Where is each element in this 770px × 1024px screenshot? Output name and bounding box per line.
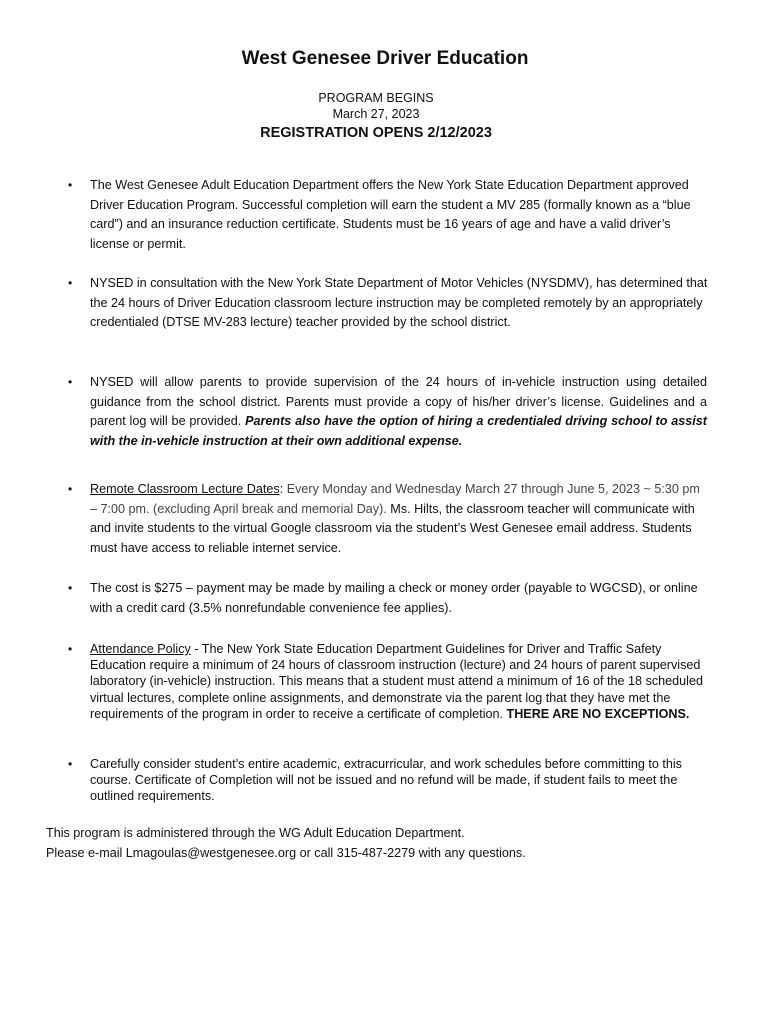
bullet-cost — [90, 579, 710, 618]
footer-line-contact: Please e-mail Lmagoulas@westgenesee.org or call 315-487-2279 with any questions. — [46, 846, 526, 860]
bullet-lecture-dates — [90, 480, 710, 558]
program-begins-block — [0, 90, 752, 122]
bullet-remote-lecture — [90, 274, 710, 333]
bullet-text: NYSED in consultation with the New York State Department of Motor Vehicles (NYSDMV), has determined that the 24 hours of Driver Education classroom lecture instruction may be completed remotely by an appropriately credentialed (DTSE MV-283 lecture) teacher provided by the school district. — [90, 276, 708, 330]
program-begins-label: PROGRAM BEGINS — [318, 91, 434, 105]
bullet-text: Carefully consider student’s entire academic, extracurricular, and work schedules before committing to this course. Certificate of Completion will not be issued and no refund will be made, if student fails to meet the outlined requirements. — [90, 757, 682, 804]
bullet-attendance-policy — [90, 641, 710, 722]
bullet-program-overview — [90, 176, 710, 254]
bullet-text: NYSED will allow parents to provide supervision of the 24 hours of in-vehicle instruction using detailed guidance from the school district. Parents must provide a copy of his/her driver’s license. Guidelines and a parent log will be provided. — [90, 375, 707, 429]
footer-line-administered: This program is administered through the WG Adult Education Department. — [46, 826, 465, 840]
bullet-emphasis: Parents also have the option of hiring a credentialed driving school to assist with the in-vehicle instruction at their own additional expense. — [90, 414, 707, 448]
bullet-text: The West Genesee Adult Education Department offers the New York State Education Department approved Driver Education Program. Successful completion will earn the student a MV 285 (formally known as a “blue card”) and an insurance reduction certificate. Students must be 16 years of age and have a valid driver’s license or permit. — [90, 178, 691, 251]
document-title: West Genesee Driver Education — [241, 48, 529, 69]
bullet-text: - The New York State Education Department Guidelines for Driver and Traffic Safety Education require a minimum of 24 hours of classroom instruction (lecture) and 24 hours of parent supervised laboratory (in-vehicle) instruction. This means that a student must attend a minimum of 16 of the 18 scheduled virtual lectures, complete online assignments, and demonstrate via the parent log that they have met the requirements of the program in order to receive a certificate of completion. — [90, 642, 703, 721]
lecture-dates-colon: : — [279, 482, 284, 496]
bullet-schedule-warning — [90, 756, 710, 805]
no-exceptions-notice: THERE ARE NO EXCEPTIONS. — [506, 706, 690, 721]
lecture-dates-schedule: Every Monday and Wednesday March 27 through June 5, 2023 ~ 5:30 pm – 7:00 pm. (excluding April break and memorial Day). — [90, 482, 700, 516]
program-begin-date: March 27, 2023 — [332, 107, 420, 121]
registration-notice: REGISTRATION OPENS 2/12/2023 — [260, 125, 492, 141]
attendance-policy-label: Attendance Policy — [90, 642, 191, 656]
bullet-text: Ms. Hilts, the classroom teacher will communicate with and invite students to the virtual Google classroom via the student’s West Genesee email address. Students must have access to reliable internet service. — [90, 501, 695, 555]
footer-contact — [46, 823, 736, 863]
bullet-text: The cost is $275 – payment may be made by mailing a check or money order (payable to WGCSD), or online with a credit card (3.5% nonrefundable convenience fee applies). — [90, 581, 698, 615]
bullet-parent-supervision — [90, 373, 707, 451]
lecture-dates-label: Remote Classroom Lecture Dates — [90, 482, 280, 496]
